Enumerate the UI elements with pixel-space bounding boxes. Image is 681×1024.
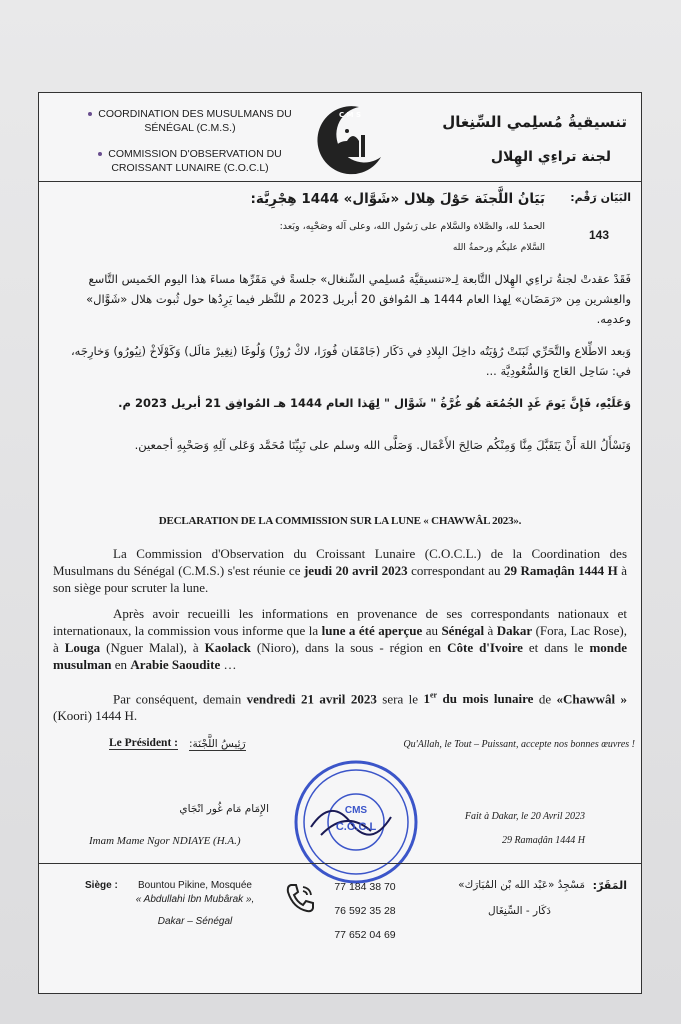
logo-letters: C M S — [338, 111, 362, 119]
ar-organization: تنسيقيةُ مُسلِمي السِّنِغال — [442, 113, 627, 131]
text: sera le — [376, 691, 424, 707]
ordinal-suffix: er — [430, 691, 438, 700]
ar-paragraph-1: فَقَدْ عقدتْ لجنةُ تراءِي الهِلال التَّابعة لِـ«تنسيقيَّة مُسلِمي السِّنغال» جلسةً في مَقَرِّها مساءَ هذا اليوم الخَميس التَّاسع والعِشرين مِن «رَمَضَان» لِهذا العام 1444 هـ المُوافق 20 أبريل 2023 م للنَّظر فيما يَرِدُها حول ثُبوت هلال «شَوَّال» وعدمِه. — [86, 272, 631, 326]
ar-siege-label: المَقَرّ: — [592, 879, 627, 892]
text: Après avoir recueilli les informations en provenance de ses correspondants nationaux et internationaux, la commission vous informe que la — [53, 606, 627, 638]
footer-divider — [39, 863, 641, 864]
text: du mois lunaire — [437, 691, 534, 707]
place: Côte d'Ivoire — [447, 640, 523, 655]
fr-com-line2: CROISSANT LUNAIRE (C.O.C.L) — [111, 162, 269, 174]
phone-icon — [283, 881, 317, 915]
fr-org-line1: COORDINATION DES MUSULMANS DU — [98, 108, 292, 120]
text: (Nguer Malal), à — [100, 640, 205, 655]
bullet-icon — [98, 152, 102, 156]
place: Dakar — [496, 623, 533, 638]
ar-paragraph-3: وَعَلَيْهِ، فَإِنَّ يَومَ غَدٍ الجُمُعَة هُو غُرَّةُ " شَوَّال " لِهَذا العام 1444 هـ المُوافِق 21 أبريل 2023 م. — [118, 396, 631, 410]
siege-label: Siège : — [85, 880, 118, 891]
address-line-3: Dakar – Sénégal — [157, 916, 233, 927]
moon-sighted: lune a été aperçue — [321, 623, 423, 638]
declaration-paragraph-1 — [53, 545, 627, 596]
ar-address-line-2: دَكَار - السِّنِغَال — [488, 905, 551, 917]
official-stamp — [291, 757, 421, 887]
text: (Koori) 1444 H. — [53, 708, 138, 724]
phone-number: 77 652 04 69 — [334, 929, 396, 941]
text: La Commission d'Observation du Croissant Lunaire (C.O.C.L.) de la Coordination des Musulmans du Sénégal (C.M.S.) s'est réunie ce — [53, 546, 627, 578]
reference-number: 143 — [588, 228, 609, 242]
ar-opening: الحمدُ لله، والصَّلاة والسَّلام على رَسُول الله، وعلى آله وصَحْبِه، وبَعد: — [279, 221, 545, 232]
declaration-title: DECLARATION DE LA COMMISSION SUR LA LUNE « CHAWWÂL 2023». — [158, 515, 522, 527]
address-line-2: « Abdullahi Ibn Mubârak », — [135, 894, 255, 905]
bullet-icon — [88, 112, 92, 116]
ar-reference-label: البَيَان رَقْم: — [570, 191, 631, 204]
header-divider — [39, 181, 641, 182]
text: … — [220, 657, 237, 672]
fr-organization — [85, 107, 295, 135]
president-label: Le Président : — [109, 737, 178, 749]
text: (Fora, Lac Rose), à — [53, 623, 627, 655]
declaration-paragraph-3 — [53, 687, 627, 724]
ar-statement-title: بَيَانُ اللَّجنَة حَوْلَ هِلال «شَوَّال» 1444 هِجْرِيَّة: — [250, 191, 545, 207]
ar-address-line-1: مَسْجِدُ «عَبْد الله بْن المُبَارَك» — [458, 879, 585, 891]
ar-imam-name: الإِمَام مَام غُور انْجَاي — [179, 803, 269, 815]
crescent-mosque-icon — [307, 101, 387, 177]
place: Arabie Saoudite — [130, 657, 221, 672]
address-line-1: Bountou Pikine, Mosquée — [138, 880, 252, 891]
fr-commission — [85, 147, 295, 175]
place: Sénégal — [441, 623, 485, 638]
text: (Nioro), dans la sous - région en — [250, 640, 448, 655]
hijri-date: 29 Ramaḍân 1444 H — [501, 835, 585, 846]
text: de — [533, 691, 557, 707]
ar-commission: لجنة تراءِي الهِلال — [490, 149, 611, 165]
month-name: «Chawwâl » — [556, 691, 627, 707]
ar-paragraph-2: وَبعد الاطِّلاع والتَّحَرِّي ثَبَتَتْ رُؤيَتُه داخِلَ البِلادِ في دَكَار (جَامْفَان فُورَا، لاكْ رُوزْ) وَلُوغَا (نِغِيرْ مَالَل) وَكَوْلَاخْ (نِيُورُو) وَخارِجَه، في: سَاحِل العَاج وَالسُّعُودِيَّة ... — [70, 344, 631, 378]
eid-date: vendredi 21 avril 2023 — [246, 691, 377, 707]
place-date: Fait à Dakar, le 20 Avril 2023 — [464, 811, 585, 822]
ar-greeting: السَّلام عليكُم ورحمةُ الله — [452, 243, 545, 253]
text: en — [111, 657, 131, 672]
phone-number: 77 184 38 70 — [334, 881, 396, 893]
text: au — [422, 623, 442, 638]
meeting-date: jeudi 20 avril 2023 — [303, 563, 408, 578]
siege-address — [105, 879, 285, 929]
ar-president-label: رَئِيسُ اللَّجْنَة: — [189, 738, 246, 750]
stamp-center-text: C.O.C.L — [335, 821, 377, 833]
declaration-paragraph-2 — [53, 605, 627, 673]
prayer-text: Qu'Allah, le Tout – Puissant, accepte nos bonnes œuvres ! — [403, 739, 635, 750]
fr-com-line1: COMMISSION D'OBSERVATION DU — [108, 148, 282, 160]
day-number: 1 — [423, 691, 430, 707]
ar-paragraph-4: وَنَسْأَلُ اللهَ أَنْ يَتَقَبَّلَ مِنَّا وَمِنْكُم صَالِحَ الأَعْمَال. وَصَلَّى الله وسلم على نَبِيِّنَا مُحَمَّد وَعَلى آلِهِ وَصَحْبِهِ أجمعين. — [134, 438, 631, 452]
text: Par conséquent, demain — [113, 691, 247, 707]
document-sheet — [38, 92, 642, 994]
text: correspondant au — [407, 563, 504, 578]
place: Louga — [64, 640, 101, 655]
text: à son siège pour scruter la lune. — [53, 563, 627, 595]
fr-org-line2: SÉNÉGAL (C.M.S.) — [144, 122, 236, 134]
text: à — [484, 623, 497, 638]
stamp-top-text: CMS — [344, 805, 368, 816]
phone-number: 76 592 35 28 — [334, 905, 396, 917]
hijri-meeting-date: 29 Ramaḍân 1444 H — [503, 563, 618, 578]
place: monde musulman — [53, 640, 627, 672]
imam-name: Imam Mame Ngor NDIAYE (H.A.) — [89, 835, 241, 847]
text: et dans le — [522, 640, 590, 655]
place: Kaolack — [204, 640, 251, 655]
